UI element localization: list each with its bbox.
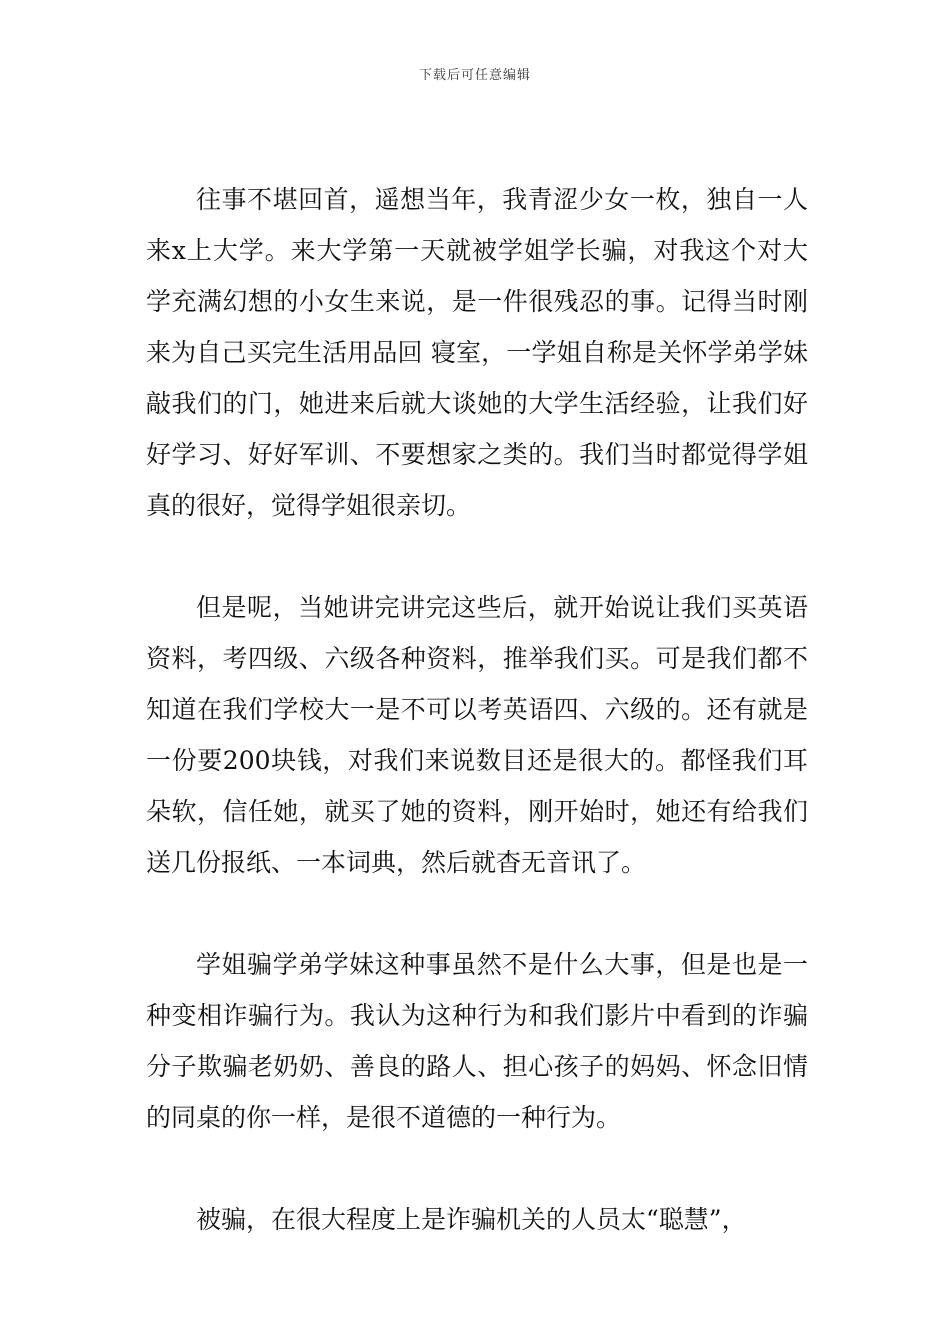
document-body: [146, 174, 808, 1296]
paragraph: 学姐骗学弟学妹这种事虽然不是什么大事，但是也是一种变相诈骗行为。我认为这种行为和我们影片中看到的诈骗分子欺骗老奶奶、善良的路人、担心孩子的妈妈、怀念旧情的同桌的你一样，是很不道德的一种行为。: [146, 950, 808, 1132]
paragraph: 但是呢，当她讲完讲完这些后，就开始说让我们买英语资料，考四级、六级各种资料，推举我们买。可是我们都不知道在我们学校大一是不可以考英语四、六级的。还有就是一份要200块钱，对我们来说数目还是很大的。都怪我们耳朵软，信任她，就买了她的资料，刚开始时，她还有给我们送几份报纸、一本词典，然后就杳无音讯了。: [146, 593, 808, 877]
paragraph: 被骗，在很大程度上是诈骗机关的人员太“聪慧”，: [196, 1205, 747, 1234]
page-header: 下载后可任意编辑: [418, 68, 531, 83]
paragraph: 往事不堪回首，遥想当年，我青涩少女一枚，独自一人来x上大学。来大学第一天就被学姐学长骗，对我这个对大学充满幻想的小女生来说，是一件很残忍的事。记得当时刚来为自己买完生活用品回 寝室，一学姐自称是关怀学弟学妹敲我们的门，她进来后就大谈她的大学生活经验，让我们好好学习、好好军训、不要想家之类的。我们当时都觉得学姐真的很好，觉得学姐很亲切。: [146, 185, 808, 520]
